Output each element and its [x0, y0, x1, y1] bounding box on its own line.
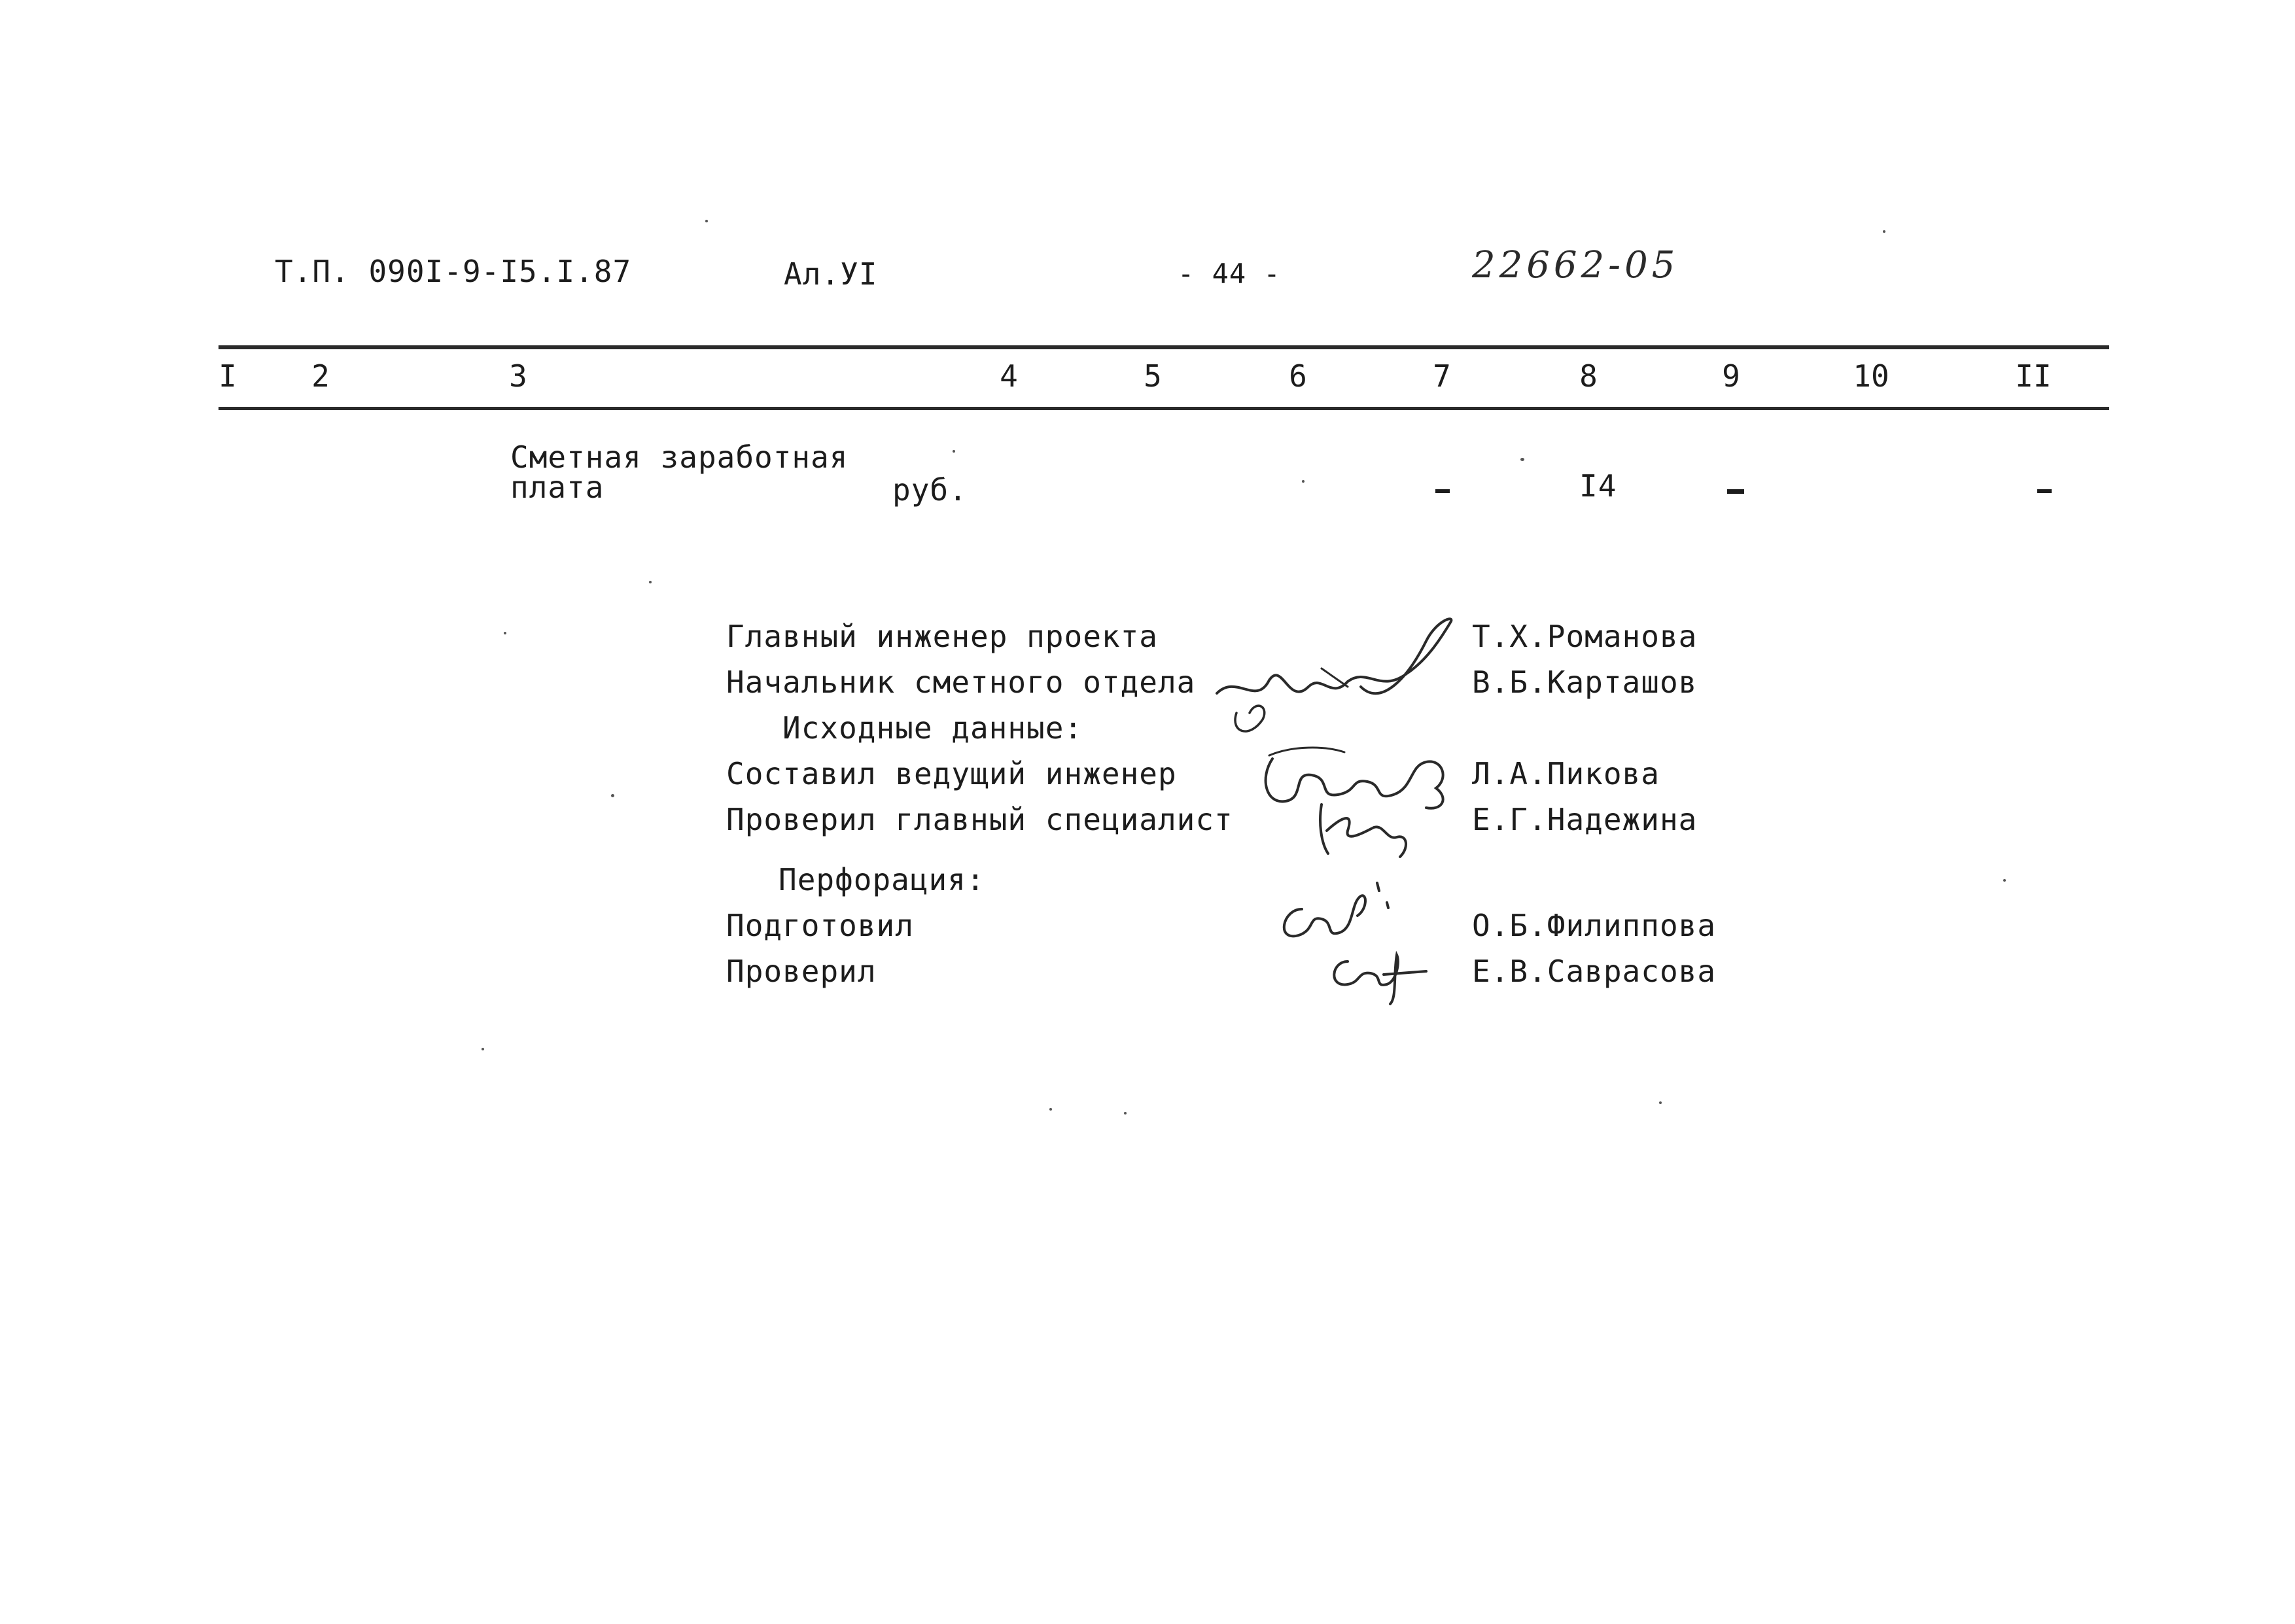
scan-speck — [1302, 480, 1305, 483]
row-col11-dash — [2037, 489, 2052, 493]
album-number: Ал.УI — [784, 256, 878, 292]
role-compiled-by: Составил ведущий инженер — [726, 756, 1177, 791]
row-col9-dash — [1727, 489, 1744, 494]
scan-speck — [1049, 1108, 1052, 1111]
column-number: 6 — [1289, 358, 1307, 394]
project-code: Т.П. 090I-9-I5.I.87 — [275, 254, 632, 289]
name-filippova: О.Б.Филиппова — [1472, 908, 1717, 943]
scan-speck — [482, 1048, 484, 1050]
section-source-data: Исходные данные: — [782, 710, 1083, 746]
table-top-rule — [219, 345, 2109, 349]
scan-speck — [1520, 458, 1524, 461]
section-perforation: Перфорация: — [779, 862, 985, 897]
column-number: I — [219, 358, 237, 394]
row-col7-dash — [1435, 489, 1450, 493]
column-number: 5 — [1144, 358, 1162, 394]
scan-speck — [953, 450, 955, 453]
role-checked-by: Проверил — [726, 954, 877, 989]
role-head-estimate-dept: Начальник сметного отдела — [726, 665, 1196, 700]
name-nadezhina: Е.Г.Надежина — [1472, 802, 1698, 837]
column-number: 9 — [1722, 358, 1740, 394]
row-name-line2: плата — [510, 470, 604, 505]
name-kartashov: В.Б.Карташов — [1472, 665, 1698, 700]
column-number: II — [2015, 358, 2052, 394]
scan-speck — [611, 794, 614, 797]
column-number: 8 — [1579, 358, 1598, 394]
column-number: 2 — [311, 358, 330, 394]
name-pikova: Л.А.Пикова — [1472, 756, 1660, 791]
role-prepared-by: Подготовил — [726, 908, 914, 943]
signature-checked-by-specialist — [1308, 791, 1426, 863]
row-unit: руб. — [892, 472, 968, 508]
role-checked-by-specialist: Проверил главный специалист — [726, 802, 1233, 837]
scan-speck — [705, 220, 708, 222]
scan-speck — [1659, 1101, 1662, 1104]
scan-speck — [649, 581, 652, 583]
column-number: 4 — [1000, 358, 1018, 394]
column-number: 10 — [1853, 358, 1889, 394]
column-number: 7 — [1433, 358, 1451, 394]
page-number: - 44 - — [1178, 258, 1281, 290]
name-savrasova: Е.В.Саврасова — [1472, 954, 1717, 989]
inventory-number: 22662-05 — [1472, 244, 1679, 286]
name-romanova: Т.Х.Романова — [1472, 619, 1698, 654]
signature-checked-by — [1322, 935, 1446, 1007]
column-number: 3 — [509, 358, 527, 394]
row-col8-value: I4 — [1579, 468, 1617, 504]
scan-speck — [1883, 230, 1885, 233]
table-header-bottom-rule — [219, 407, 2109, 410]
row-name-line1: Сметная заработная — [510, 440, 849, 475]
signature-chief-engineer — [1210, 608, 1459, 746]
scan-speck — [504, 632, 506, 634]
scan-speck — [2003, 879, 2006, 882]
role-chief-engineer: Главный инженер проекта — [726, 619, 1158, 654]
scan-speck — [1124, 1112, 1127, 1114]
